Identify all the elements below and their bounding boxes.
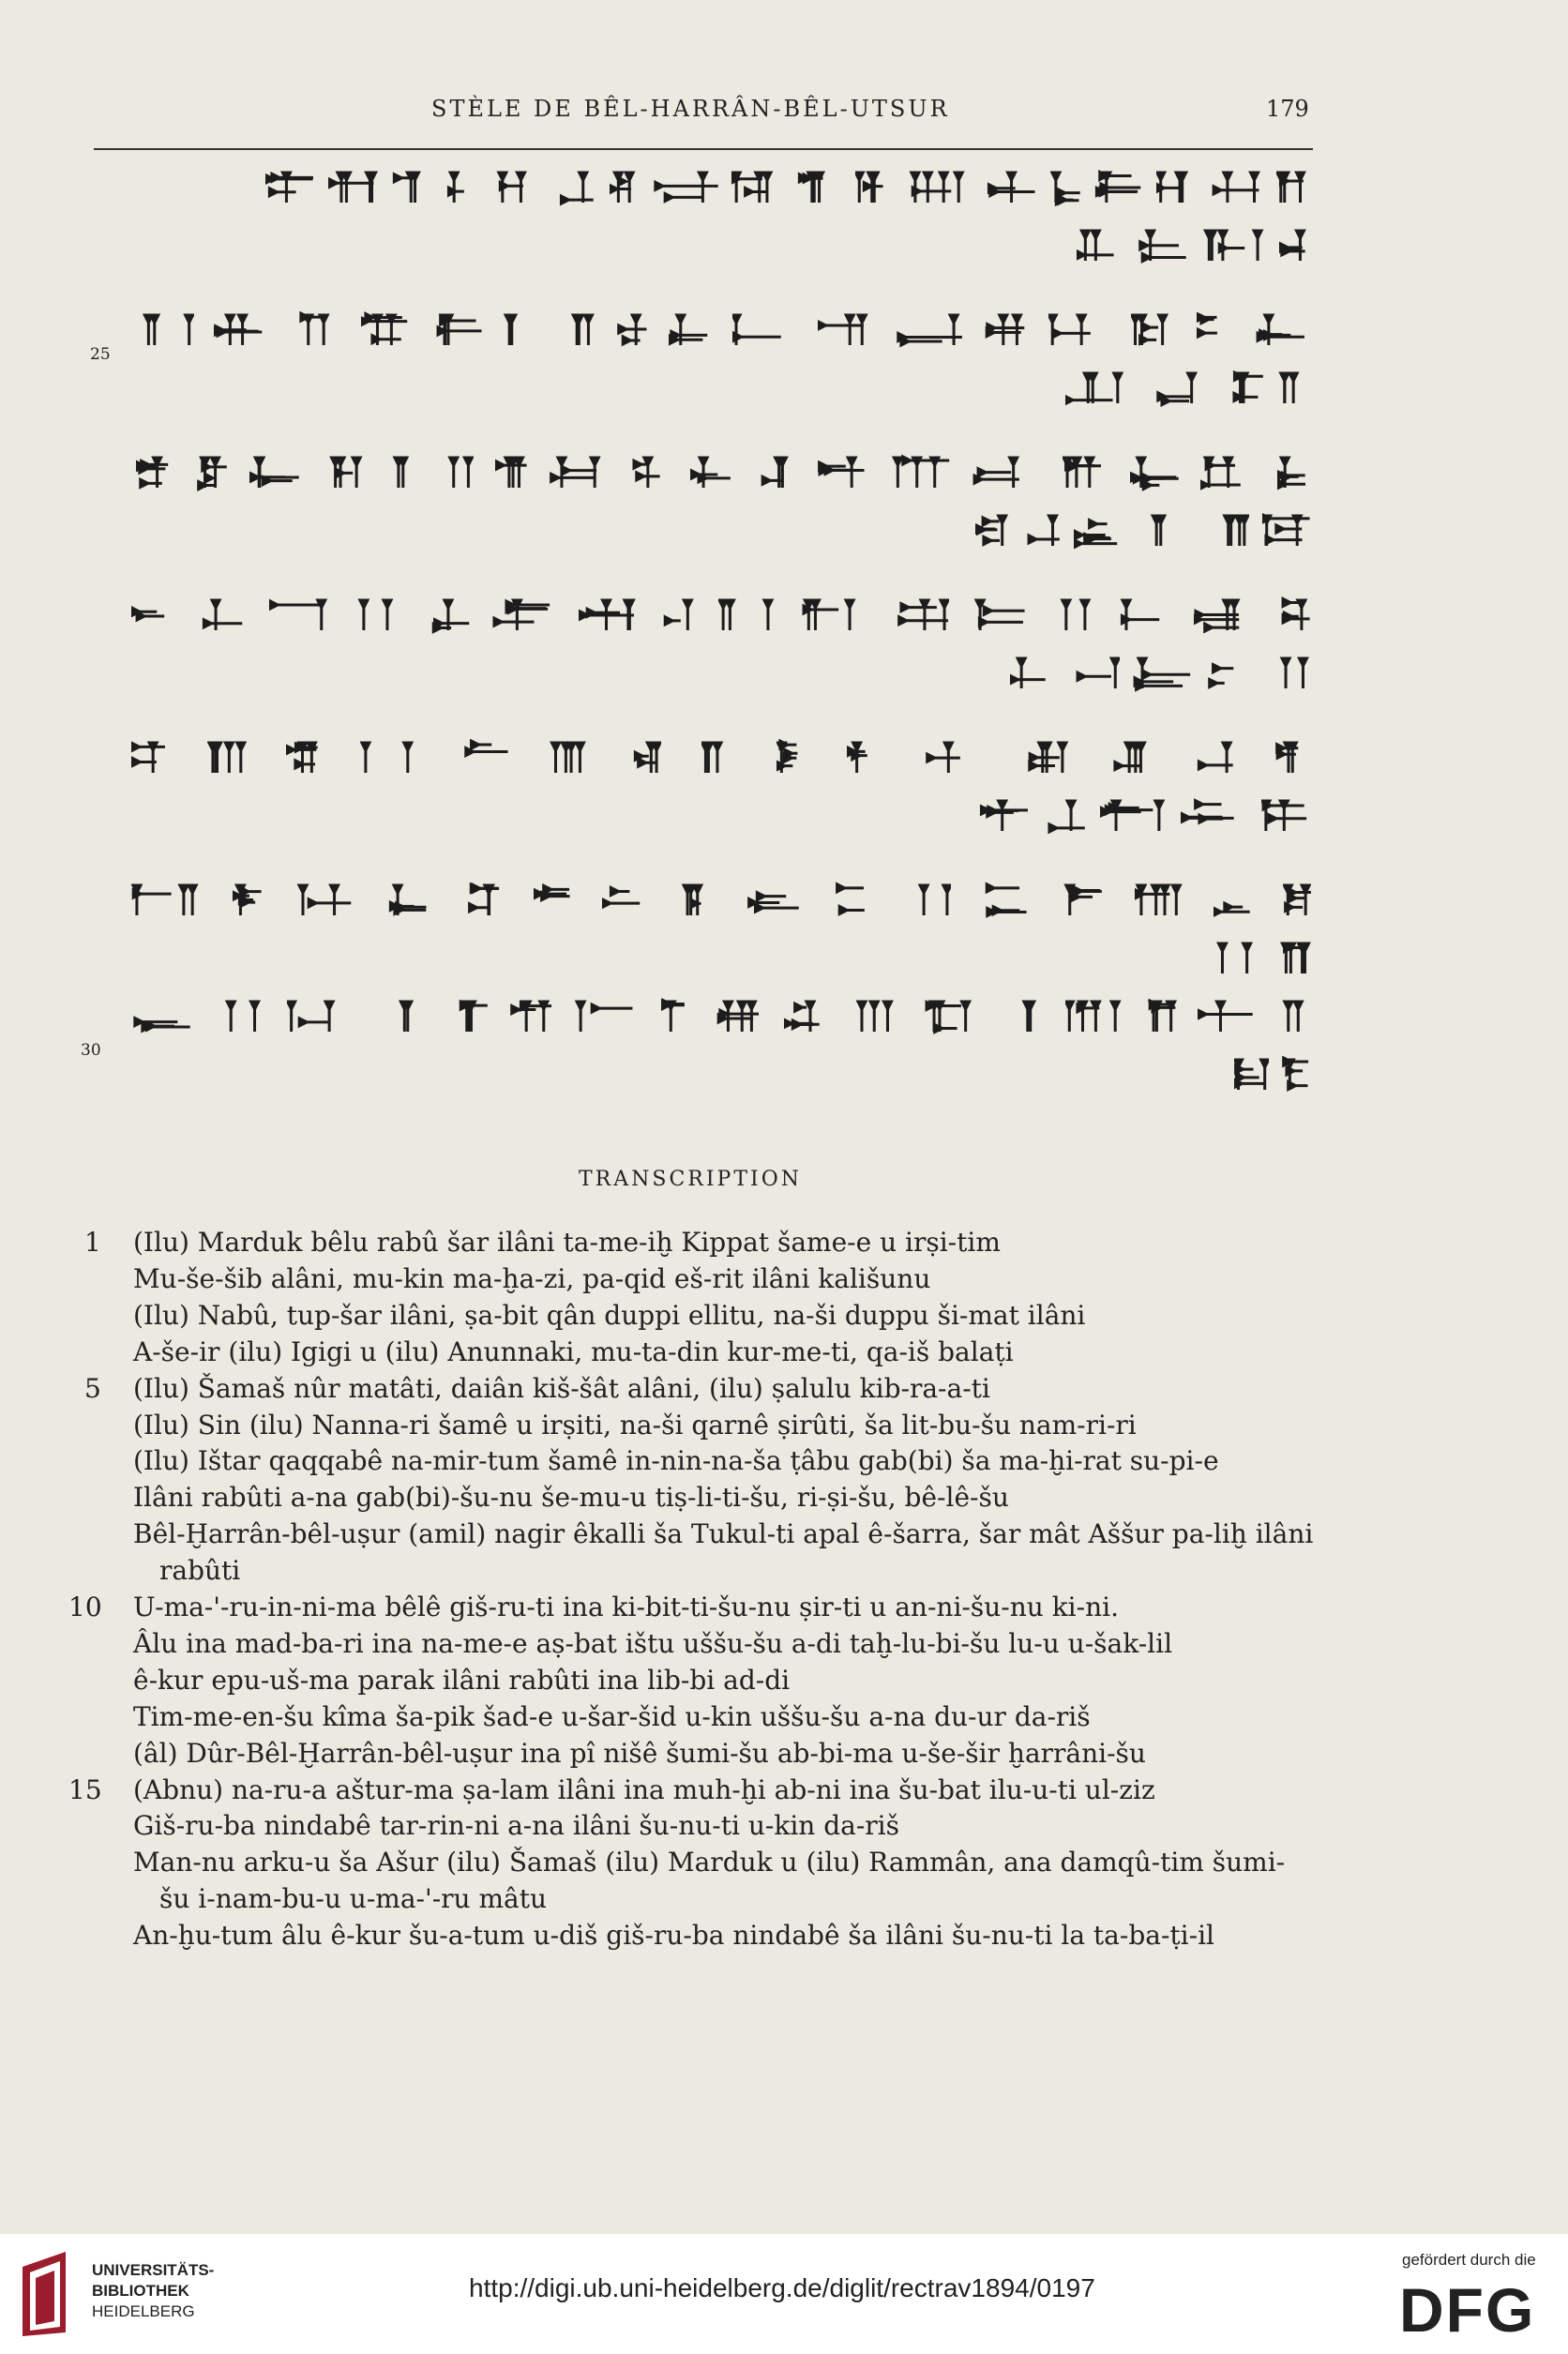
cuneiform-sign — [669, 311, 713, 349]
cuneiform-sign — [682, 882, 716, 919]
cuneiform-line — [131, 445, 1311, 501]
cuneiform-sign — [385, 454, 416, 491]
cuneiform-sign — [428, 596, 470, 634]
running-title: STÈLE DE BÊL-HARRÂN-BÊL-UTSUR — [431, 96, 950, 122]
cuneiform-line — [975, 503, 1311, 559]
cuneiform-line — [265, 159, 1311, 216]
transcription-line: Bêl-Ḫarrân-bêl-uṣur (amil) nagir êkalli ša Tukul-ti apal ê-šarra, šar mât Aššur pa-liḫ ilâni — [133, 1518, 1314, 1550]
cuneiform-sign — [1234, 1056, 1269, 1094]
cuneiform-sign — [914, 739, 984, 777]
library-name — [92, 2260, 214, 2322]
cuneiform-sign — [468, 882, 502, 919]
transcription-line: šu i-nam-bu-u u-ma-'-ru mâtu — [159, 1883, 548, 1915]
cuneiform-line — [1077, 218, 1311, 274]
cuneiform-sign — [1276, 169, 1311, 206]
cuneiform-line — [131, 872, 1311, 928]
cuneiform-sign — [1282, 1056, 1311, 1094]
cuneiform-sign — [1181, 797, 1248, 835]
cuneiform-sign — [131, 311, 194, 349]
cuneiform-sign — [1200, 454, 1255, 491]
cuneiform-sign — [131, 998, 192, 1035]
cuneiform-line — [1010, 645, 1311, 702]
cuneiform-sign — [1276, 370, 1311, 407]
cuneiform-sign — [196, 454, 228, 491]
cuneiform-sign — [855, 169, 895, 206]
cuneiform-sign — [1262, 512, 1311, 550]
transcription-line: (Ilu) Ištar qaqqabê na-mir-tum šamê in-nin-na-ša ṭâbu gab(bi) ša ma-ḫi-rat su-pi-e — [133, 1445, 1219, 1477]
cuneiform-sign — [975, 512, 1009, 550]
cuneiform-line-number-25: 25 — [90, 345, 111, 364]
transcription-line-number: 1 — [84, 1227, 101, 1258]
transcription-line: Man-nu arku-u ša Ašur (ilu) Šamaš (ilu) Marduk u (ilu) Rammân, ana damqû-tim šumi- — [133, 1847, 1286, 1879]
cuneiform-sign — [233, 882, 262, 919]
cuneiform-sign — [439, 454, 474, 491]
header-rule — [94, 148, 1313, 150]
page-number: 179 — [1266, 96, 1309, 122]
cuneiform-sign — [249, 454, 306, 491]
cuneiform-sign — [784, 998, 823, 1035]
cuneiform-line — [131, 302, 1311, 358]
cuneiform-sign — [454, 998, 488, 1035]
cuneiform-sign — [1205, 655, 1240, 692]
cuneiform-sign — [1277, 454, 1311, 491]
cuneiform-sign — [328, 454, 363, 491]
cuneiform-sign — [1280, 940, 1311, 977]
cuneiform-sign — [747, 882, 802, 919]
cuneiform-sign — [1144, 512, 1177, 550]
cuneiform-sign — [972, 454, 1040, 491]
cuneiform-sign — [633, 739, 661, 777]
cuneiform-sign — [1279, 227, 1311, 264]
cuneiform-sign — [616, 311, 650, 349]
cuneiform-sign — [287, 998, 349, 1035]
cuneiform-sign — [1131, 311, 1177, 349]
cuneiform-sign — [983, 882, 1032, 919]
cuneiform-sign — [897, 311, 963, 349]
cuneiform-sign — [818, 311, 877, 349]
cuneiform-sign — [759, 454, 790, 491]
cuneiform-sign — [1063, 454, 1108, 491]
cuneiform-sign — [369, 998, 434, 1035]
cuneiform-sign — [1156, 169, 1194, 206]
cuneiform-sign — [711, 998, 764, 1035]
cuneiform-sign — [1142, 998, 1178, 1035]
cuneiform-sign — [1094, 169, 1143, 206]
cuneiform-sign — [430, 311, 483, 349]
cuneiform-sign — [1065, 655, 1120, 692]
cuneiform-sign — [661, 998, 691, 1035]
transcription-line: (Abnu) na-ru-a aštur-ma ṣa-lam ilâni ina muh-ḫi ab-ni ina šu-bat ilu-u-ti ul-ziz — [133, 1773, 1155, 1805]
cuneiform-sign — [1246, 311, 1311, 349]
cuneiform-sign — [1010, 655, 1052, 692]
cuneiform-sign — [732, 311, 799, 349]
cuneiform-sign — [565, 311, 596, 349]
cuneiform-sign — [802, 596, 861, 634]
cuneiform-sign — [463, 739, 509, 777]
transcription-line: Giš-ru-ba nindabê tar-rin-ni a-na ilâni šu-nu-ti u-kin da-riš — [133, 1810, 900, 1842]
cuneiform-line — [1065, 360, 1311, 416]
cuneiform-sign — [887, 454, 950, 491]
cuneiform-sign — [1207, 169, 1263, 206]
cuneiform-sign — [292, 311, 341, 349]
cuneiform-sign — [718, 596, 780, 634]
cuneiform-sign — [1135, 882, 1183, 919]
cuneiform-sign — [1065, 998, 1122, 1035]
cuneiform-sign — [1204, 940, 1267, 977]
cuneiform-sign — [548, 169, 596, 206]
cuneiform-sign — [131, 739, 167, 777]
cuneiform-sign — [1137, 227, 1187, 264]
cuneiform-sign — [610, 169, 641, 206]
cuneiform-line-number-30: 30 — [81, 1041, 101, 1060]
cuneiform-sign — [1077, 227, 1123, 264]
cuneiform-sign — [386, 882, 437, 919]
library-logo-icon[interactable] — [19, 2248, 96, 2340]
cuneiform-sign — [495, 454, 527, 491]
cuneiform-sign — [1044, 797, 1085, 835]
cuneiform-sign — [701, 739, 737, 777]
cuneiform-sign — [1198, 998, 1253, 1035]
transcription-line: (Ilu) Marduk bêlu rabû šar ilâni ta-me-iḫ Kippat šame-e u irṣi-tim — [133, 1227, 1001, 1258]
cuneiform-sign — [982, 169, 1037, 206]
cuneiform-sign — [1113, 739, 1156, 777]
cuneiform-sign — [489, 169, 535, 206]
permalink-url[interactable]: http://digi.ub.uni-heidelberg.de/diglit/rectrav1894/0197 — [469, 2273, 1095, 2302]
cuneiform-sign — [979, 797, 1031, 835]
cuneiform-sign — [1098, 797, 1168, 835]
cuneiform-sign — [1060, 596, 1092, 634]
transcription-line-number: 10 — [68, 1592, 102, 1622]
cuneiform-sign — [214, 311, 273, 349]
cuneiform-sign — [1283, 882, 1311, 919]
cuneiform-line — [1204, 930, 1311, 987]
cuneiform-sign — [265, 169, 314, 206]
cuneiform-sign — [327, 169, 379, 206]
cuneiform-sign — [438, 169, 475, 206]
cuneiform-sign — [1274, 596, 1311, 634]
cuneiform-sign — [1194, 596, 1253, 634]
cuneiform-line — [1234, 1047, 1311, 1103]
transcription-line: (âl) Dûr-Bêl-Ḫarrân-bêl-uṣur ina pî nišê šumi-šu ab-bi-ma u-še-šir ḫarrâni-šu — [133, 1737, 1146, 1769]
cuneiform-sign — [578, 596, 637, 634]
cuneiform-sign — [503, 311, 547, 349]
transcription-line: rabûti — [159, 1555, 241, 1587]
cuneiform-sign — [1273, 739, 1311, 777]
cuneiform-sign — [1253, 655, 1311, 692]
cuneiform-sign — [970, 596, 1038, 634]
cuneiform-sign — [776, 739, 806, 777]
cuneiform-sign — [1197, 739, 1233, 777]
footer-bar — [0, 2234, 1568, 2354]
cuneiform-sign — [658, 596, 697, 634]
transcription-line: An-ḫu-tum âlu ê-kur šu-a-tum u-diš giš-ru-ba nindabê ša ilâni šu-nu-ti la ta-ba-ṭi-il — [133, 1920, 1214, 1952]
cuneiform-sign — [550, 454, 602, 491]
cuneiform-sign — [1130, 454, 1179, 491]
cuneiform-sign — [1113, 596, 1172, 634]
cuneiform-sign — [131, 454, 173, 491]
cuneiform-sign — [131, 882, 201, 919]
transcription-line: (Ilu) Šamaš nûr matâti, daiân kiš-šât alâni, (ilu) ṣalulu kib-ra-a-ti — [133, 1372, 990, 1404]
cuneiform-sign — [982, 311, 1029, 349]
cuneiform-sign — [1024, 739, 1074, 777]
cuneiform-sign — [1050, 169, 1081, 206]
cuneiform-sign — [1190, 512, 1249, 550]
cuneiform-sign — [507, 998, 554, 1035]
cuneiform-sign — [293, 882, 354, 919]
cuneiform-sign — [625, 454, 666, 491]
cuneiform-line — [131, 988, 1311, 1045]
dfg-logo[interactable]: DFG — [1399, 2275, 1536, 2345]
cuneiform-sign — [1022, 512, 1061, 550]
cuneiform-sign — [833, 882, 872, 919]
cuneiform-sign — [1002, 998, 1046, 1035]
cuneiform-sign — [1214, 882, 1251, 919]
cuneiform-sign — [360, 739, 424, 777]
cuneiform-sign — [350, 596, 407, 634]
transcription-line: Ilâni rabûti a-na gab(bi)-šu-nu še-mu-u tiṣ-li-ti-šu, ri-ṣi-šu, bê-lê-šu — [133, 1482, 1009, 1514]
transcription-line: (Ilu) Nabû, tup-šar ilâni, ṣa-bit qân duppi ellitu, na-ši duppu ši-mat ilâni — [133, 1299, 1086, 1331]
cuneiform-sign — [534, 882, 570, 919]
cuneiform-sign — [908, 169, 969, 206]
library-name-line3: HEIDELBERG — [92, 2302, 195, 2320]
cuneiform-sign — [550, 739, 594, 777]
cuneiform-sign — [575, 998, 641, 1035]
cuneiform-sign — [491, 596, 556, 634]
cuneiform-sign — [1133, 655, 1192, 692]
transcription-line: (Ilu) Sin (ilu) Nanna-ri šamê u irṣiti, na-ši qarnê ṣirûti, ša lit-bu-šu nam-ri-ri — [133, 1409, 1137, 1441]
cuneiform-sign — [844, 998, 904, 1035]
cuneiform-sign — [286, 739, 320, 777]
library-name-line2: BIBLIOTHEK — [92, 2282, 189, 2300]
transcription-line: ê-kur epu-uš-ma parak ilâni rabûti ina lib-bi ad-di — [133, 1664, 791, 1696]
cuneiform-sign — [1273, 998, 1311, 1035]
transcription-line-number: 15 — [68, 1773, 102, 1805]
cuneiform-sign — [924, 998, 982, 1035]
running-head — [0, 96, 1568, 133]
cuneiform-sign — [602, 882, 651, 919]
cuneiform-sign — [207, 739, 247, 777]
cuneiform-sign — [687, 454, 736, 491]
transcription-line: A-še-ir (ilu) Igigi u (ilu) Anunnaki, mu-ta-din kur-me-ti, qa-iš balaṭi — [133, 1335, 1014, 1367]
transcription-line: Âlu ina mad-ba-ri ina na-me-e aṣ-bat ištu uššu-šu a-di taḫ-lu-bi-šu lu-u u-šak-lil — [133, 1627, 1173, 1659]
cuneiform-sign — [212, 998, 266, 1035]
cuneiform-sign — [1261, 797, 1311, 835]
cuneiform-sign — [1063, 882, 1103, 919]
cuneiform-sign — [797, 169, 842, 206]
cuneiform-sign — [731, 169, 784, 206]
transcription-line: U-ma-'-ru-in-ni-ma bêlê giš-ru-ti ina ki-bit-ti-šu-nu ṣir-ti u an-ni-šu-nu ki-ni. — [133, 1592, 1119, 1622]
cuneiform-sign — [188, 596, 248, 634]
transcription-line-number: 5 — [84, 1372, 101, 1404]
cuneiform-sign — [812, 454, 866, 491]
cuneiform-sign — [361, 311, 411, 349]
cuneiform-sign — [904, 882, 951, 919]
cuneiform-sign — [654, 169, 718, 206]
cuneiform-sign — [846, 739, 875, 777]
library-name-line1: UNIVERSITÄTS- — [92, 2261, 215, 2279]
cuneiform-sign — [882, 596, 949, 634]
transcription-line: Tim-me-en-šu kîma ša-pik šad-e u-šar-šid u-kin uššu-šu a-na du-ur da-riš — [133, 1700, 1091, 1732]
cuneiform-sign — [269, 596, 328, 634]
cuneiform-sign — [392, 169, 425, 206]
cuneiform-sign — [1197, 311, 1228, 349]
funding-text: gefördert durch die — [1402, 2251, 1536, 2269]
cuneiform-sign — [1147, 370, 1213, 407]
transcription-line: Mu-še-šib alâni, mu-kin ma-ḫa-zi, pa-qid eš-rit ilâni kališunu — [133, 1262, 931, 1294]
cuneiform-line — [131, 730, 1311, 786]
cuneiform-sign — [131, 596, 166, 634]
cuneiform-line — [979, 788, 1311, 844]
cuneiform-sign — [1226, 370, 1263, 407]
cuneiform-sign — [1048, 311, 1112, 349]
cuneiform-sign — [1065, 370, 1134, 407]
cuneiform-line — [131, 587, 1311, 643]
cuneiform-sign — [1200, 227, 1266, 264]
cuneiform-sign — [1074, 512, 1131, 550]
section-title: TRANSCRIPTION — [579, 1168, 802, 1191]
